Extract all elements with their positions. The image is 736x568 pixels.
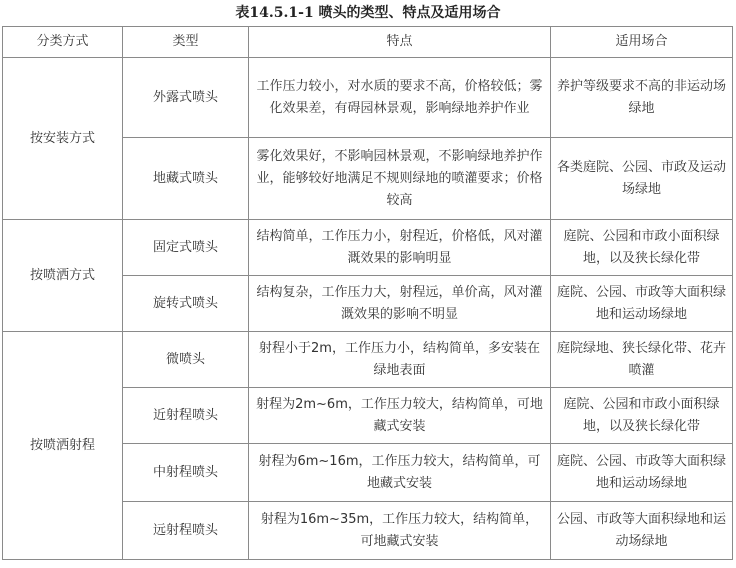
scope-cell: 庭院、公园和市政小面积绿地，以及狭长绿化带 xyxy=(551,220,733,276)
type-cell: 中射程喷头 xyxy=(123,444,249,502)
method-cell: 按喷洒方式 xyxy=(3,220,123,332)
scope-cell: 养护等级要求不高的非运动场绿地 xyxy=(551,58,733,138)
feature-cell: 射程为16m~35m，工作压力较大，结构简单，可地藏式安装 xyxy=(249,502,551,560)
type-cell: 外露式喷头 xyxy=(123,58,249,138)
scope-cell: 庭院、公园、市政等大面积绿地和运动场绿地 xyxy=(551,444,733,502)
type-cell: 固定式喷头 xyxy=(123,220,249,276)
scope-cell: 公园、市政等大面积绿地和运动场绿地 xyxy=(551,502,733,560)
feature-cell: 射程为6m~16m，工作压力较大，结构简单，可地藏式安装 xyxy=(249,444,551,502)
feature-cell: 雾化效果好，不影响园林景观，不影响绿地养护作业，能够较好地满足不规则绿地的喷灌要求；价格较高 xyxy=(249,138,551,220)
header-row xyxy=(3,27,733,58)
table-row xyxy=(3,332,733,388)
type-cell: 旋转式喷头 xyxy=(123,276,249,332)
method-cell: 按喷洒射程 xyxy=(3,332,123,560)
header-feature: 特点 xyxy=(249,27,551,58)
sprinkler-table xyxy=(2,26,733,560)
method-cell: 按安装方式 xyxy=(3,58,123,220)
header-type: 类型 xyxy=(123,27,249,58)
header-method: 分类方式 xyxy=(3,27,123,58)
type-cell: 微喷头 xyxy=(123,332,249,388)
type-cell: 远射程喷头 xyxy=(123,502,249,560)
feature-cell: 射程小于2m，工作压力小，结构简单，多安装在绿地表面 xyxy=(249,332,551,388)
header-scope: 适用场合 xyxy=(551,27,733,58)
table-title: 表14.5.1-1 喷头的类型、特点及适用场合 xyxy=(235,5,501,21)
feature-cell: 射程为2m~6m，工作压力较大，结构简单，可地藏式安装 xyxy=(249,388,551,444)
scope-cell: 庭院、公园、市政等大面积绿地和运动场绿地 xyxy=(551,276,733,332)
type-cell: 地藏式喷头 xyxy=(123,138,249,220)
type-cell: 近射程喷头 xyxy=(123,388,249,444)
scope-cell: 庭院绿地、狭长绿化带、花卉喷灌 xyxy=(551,332,733,388)
table-row xyxy=(3,58,733,138)
feature-cell: 结构简单，工作压力小，射程近，价格低，风对灌溉效果的影响明显 xyxy=(249,220,551,276)
scope-cell: 各类庭院、公园、市政及运动场绿地 xyxy=(551,138,733,220)
table-row xyxy=(3,220,733,276)
feature-cell: 工作压力较小，对水质的要求不高，价格较低；雾化效果差，有碍园林景观，影响绿地养护作业 xyxy=(249,58,551,138)
feature-cell: 结构复杂，工作压力大，射程远，单价高，风对灌溉效果的影响不明显 xyxy=(249,276,551,332)
scope-cell: 庭院、公园和市政小面积绿地，以及狭长绿化带 xyxy=(551,388,733,444)
